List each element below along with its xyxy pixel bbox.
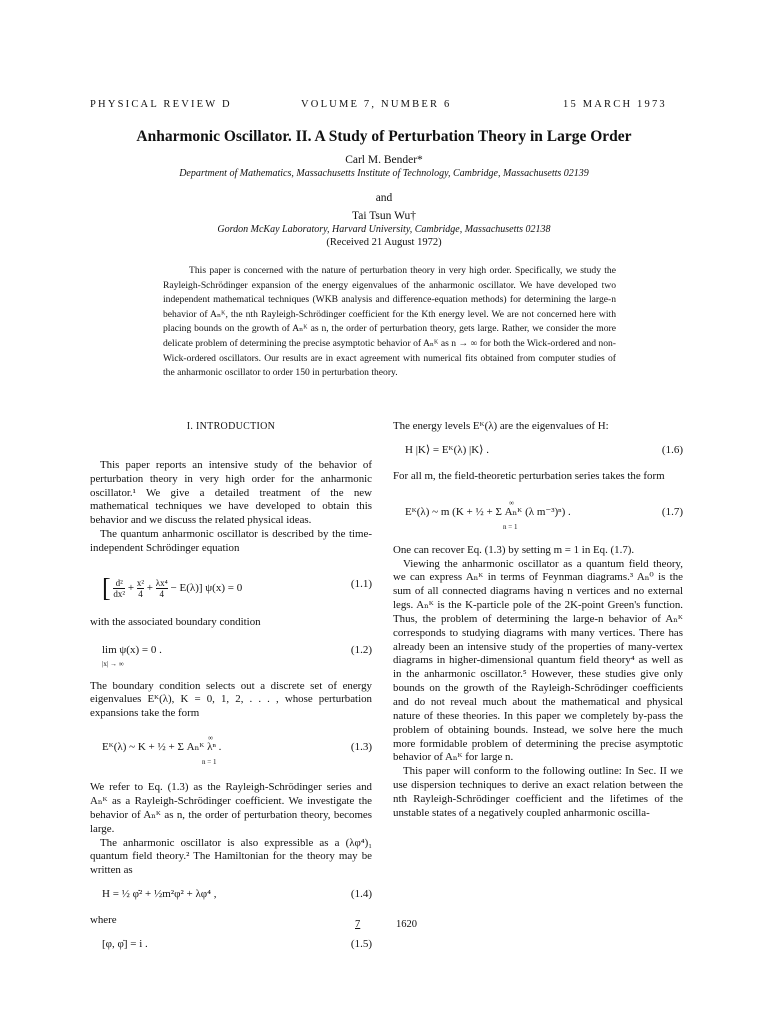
author-1-name: Carl M. Bender* [345,154,423,166]
hamiltonian-paragraph: The anharmonic oscillator is also expressible as a (λφ⁴)₁ quantum field theory.² The Hamiltonian for the theory may be written as [90,836,372,877]
folio-number: 7 [355,919,361,930]
recover-paragraph: One can recover Eq. (1.3) by setting m = 1 in Eq. (1.7). [393,543,635,556]
rayleigh-paragraph: We refer to Eq. (1.3) as the Rayleigh-Schrödinger series and Aₙᴷ as a Rayleigh-Schrödinger coefficient. We investigate the behavior of Aₙᴷ as n, the order of perturbation theory, becomes large. [90,781,372,835]
equation-number: (1.7) [661,505,683,518]
equation-number: (1.6) [661,443,683,456]
schrodinger-paragraph: The quantum anharmonic oscillator is described by the time-independent Schrödinger equation [90,528,372,554]
equation-1-7: Eᴷ(λ) ~ m (K + ½ + Σ Aₙᴷ (λ m⁻³)ⁿ) . ∞ n = 1 (1.7) [405,498,683,531]
equation-number: (1.3) [350,741,372,754]
section-heading: I. INTRODUCTION [186,421,276,432]
boundary-paragraph: with the associated boundary condition [90,615,261,628]
eigenvalue-paragraph: The boundary condition selects out a discrete set of energy eigenvalues Eᴷ(λ), K = 0, 1, 2, . . . , whose perturbation expansions take the form [90,679,372,720]
feynman-paragraph: Viewing the anharmonic oscillator as a quantum field theory, we can express Aₙᴷ in terms of Feynman diagrams.³ Aₙ⁰ is the sum of all connected diagrams having n vertices and no external legs. Aₙᴷ is the K-particle pole of the 2K-point Green's function. Thus, the problem of determining the large-n behavior of Aₙᴷ corresponds to studying diagrams with many vertices. There has already been an intensive study of the properties of many-vertex diagrams in higher-dimensional quantum field theory⁴ as well as in the anharmonic oscillator.⁵ However, these studies give only bounds on the growth of the Rayleigh-Schrödinger coefficients and do not reveal much about the mathematical and physical nature of these theories. In this paper we completely by-pass the problem of obtaining bounds. Instead, we solve here the much more formidable problem of determining the precise asymptotic behavior of Aₙᴷ for large n. [393,557,683,764]
author-1-affiliation: Department of Mathematics, Massachusetts Institute of Technology, Cambridge, Massachusetts 02139 [179,168,589,179]
page-number: 1620 [396,919,417,930]
equation-1-4: H = ½ φ̇² + ½m²φ² + λφ⁴ , (1.4) [102,888,372,901]
field-series-paragraph: For all m, the field-theoretic perturbation series takes the form [393,469,665,482]
intro-paragraph: This paper reports an intensive study of the behavior of perturbation theory in very high order for the anharmonic oscillator.¹ We give a detailed treatment of the new mathematical techniques we have developed to obtain this behavior and we discuss the related physical ideas. [90,458,372,527]
equation-number: (1.1) [350,577,372,590]
equation-number: (1.5) [350,937,372,950]
where-label: where [90,914,117,927]
author-2-name: Tai Tsun Wu† [352,210,416,222]
equation-1-5: [φ, φ̇] = i . (1.5) [102,937,372,950]
equation-number: (1.2) [350,643,372,656]
author-2-affiliation: Gordon McKay Laboratory, Harvard University, Cambridge, Massachusetts 02138 [217,224,551,235]
author-separator: and [375,192,393,204]
issue-date: 15 MARCH 1973 [563,99,667,110]
equation-1-3: Eᴷ(λ) ~ K + ½ + Σ Aₙᴷ λⁿ . ∞ n = 1 (1.3) [102,734,372,767]
abstract: This paper is concerned with the nature of perturbation theory in very high order. Specifically, we study the Rayleigh-Schrödinger expansion of the energy eigenvalues of the anharmonic oscillator. We have developed two independent mathematical techniques (WKB analysis and difference-equation methods) for determining the large-n behavior of Aₙᴷ, the nth Rayleigh-Schrödinger coefficient for the Kth energy level. We are not concerned here with placing bounds on the growth of Aₙᴷ as n, the order of perturbation theory, gets large. Rather, we consider the more delicate problem of determining the precise asymptotic behavior of Aₙᴷ as n → ∞ for both the Wick-ordered and non-Wick-ordered oscillators. Our results are in exact agreement with numerical fits obtained from computer studies of the anharmonic oscillator to order 150 in perturbation theory. [163,265,616,379]
volume-number: VOLUME 7, NUMBER 6 [301,99,452,110]
equation-1-1: [ $\frac{\text{d²}}{\text{dx²}}$ + $\frac{\text{x²}}{4}$ + $\frac{\text{λx⁴}}{4}$ − E(λ)] ψ(x) = 0 (1.1) [102,573,372,603]
right-column [393,420,683,821]
article-title: Anharmonic Oscillator. II. A Study of Perturbation Theory in Large Order [136,128,632,145]
received-date: (Received 21 August 1972) [326,237,442,248]
left-column [90,420,372,964]
equation-1-2: lim ψ(x) = 0 . |x| → ∞ (1.2) [102,643,372,668]
energy-levels-paragraph: The energy levels Eᴷ(λ) are the eigenvalues of H: [393,420,609,432]
journal-name: PHYSICAL REVIEW D [90,99,232,110]
outline-paragraph: This paper will conform to the following outline: In Sec. II we use dispersion techniques to derive an exact relation between the nth Rayleigh-Schrödinger coefficient and the lifetimes of the unstable states of a negatively coupled anharmonic oscilla- [393,765,683,819]
equation-number: (1.4) [350,888,372,901]
equation-1-6: H |K⟩ = Eᴷ(λ) |K⟩ . (1.6) [405,443,683,456]
